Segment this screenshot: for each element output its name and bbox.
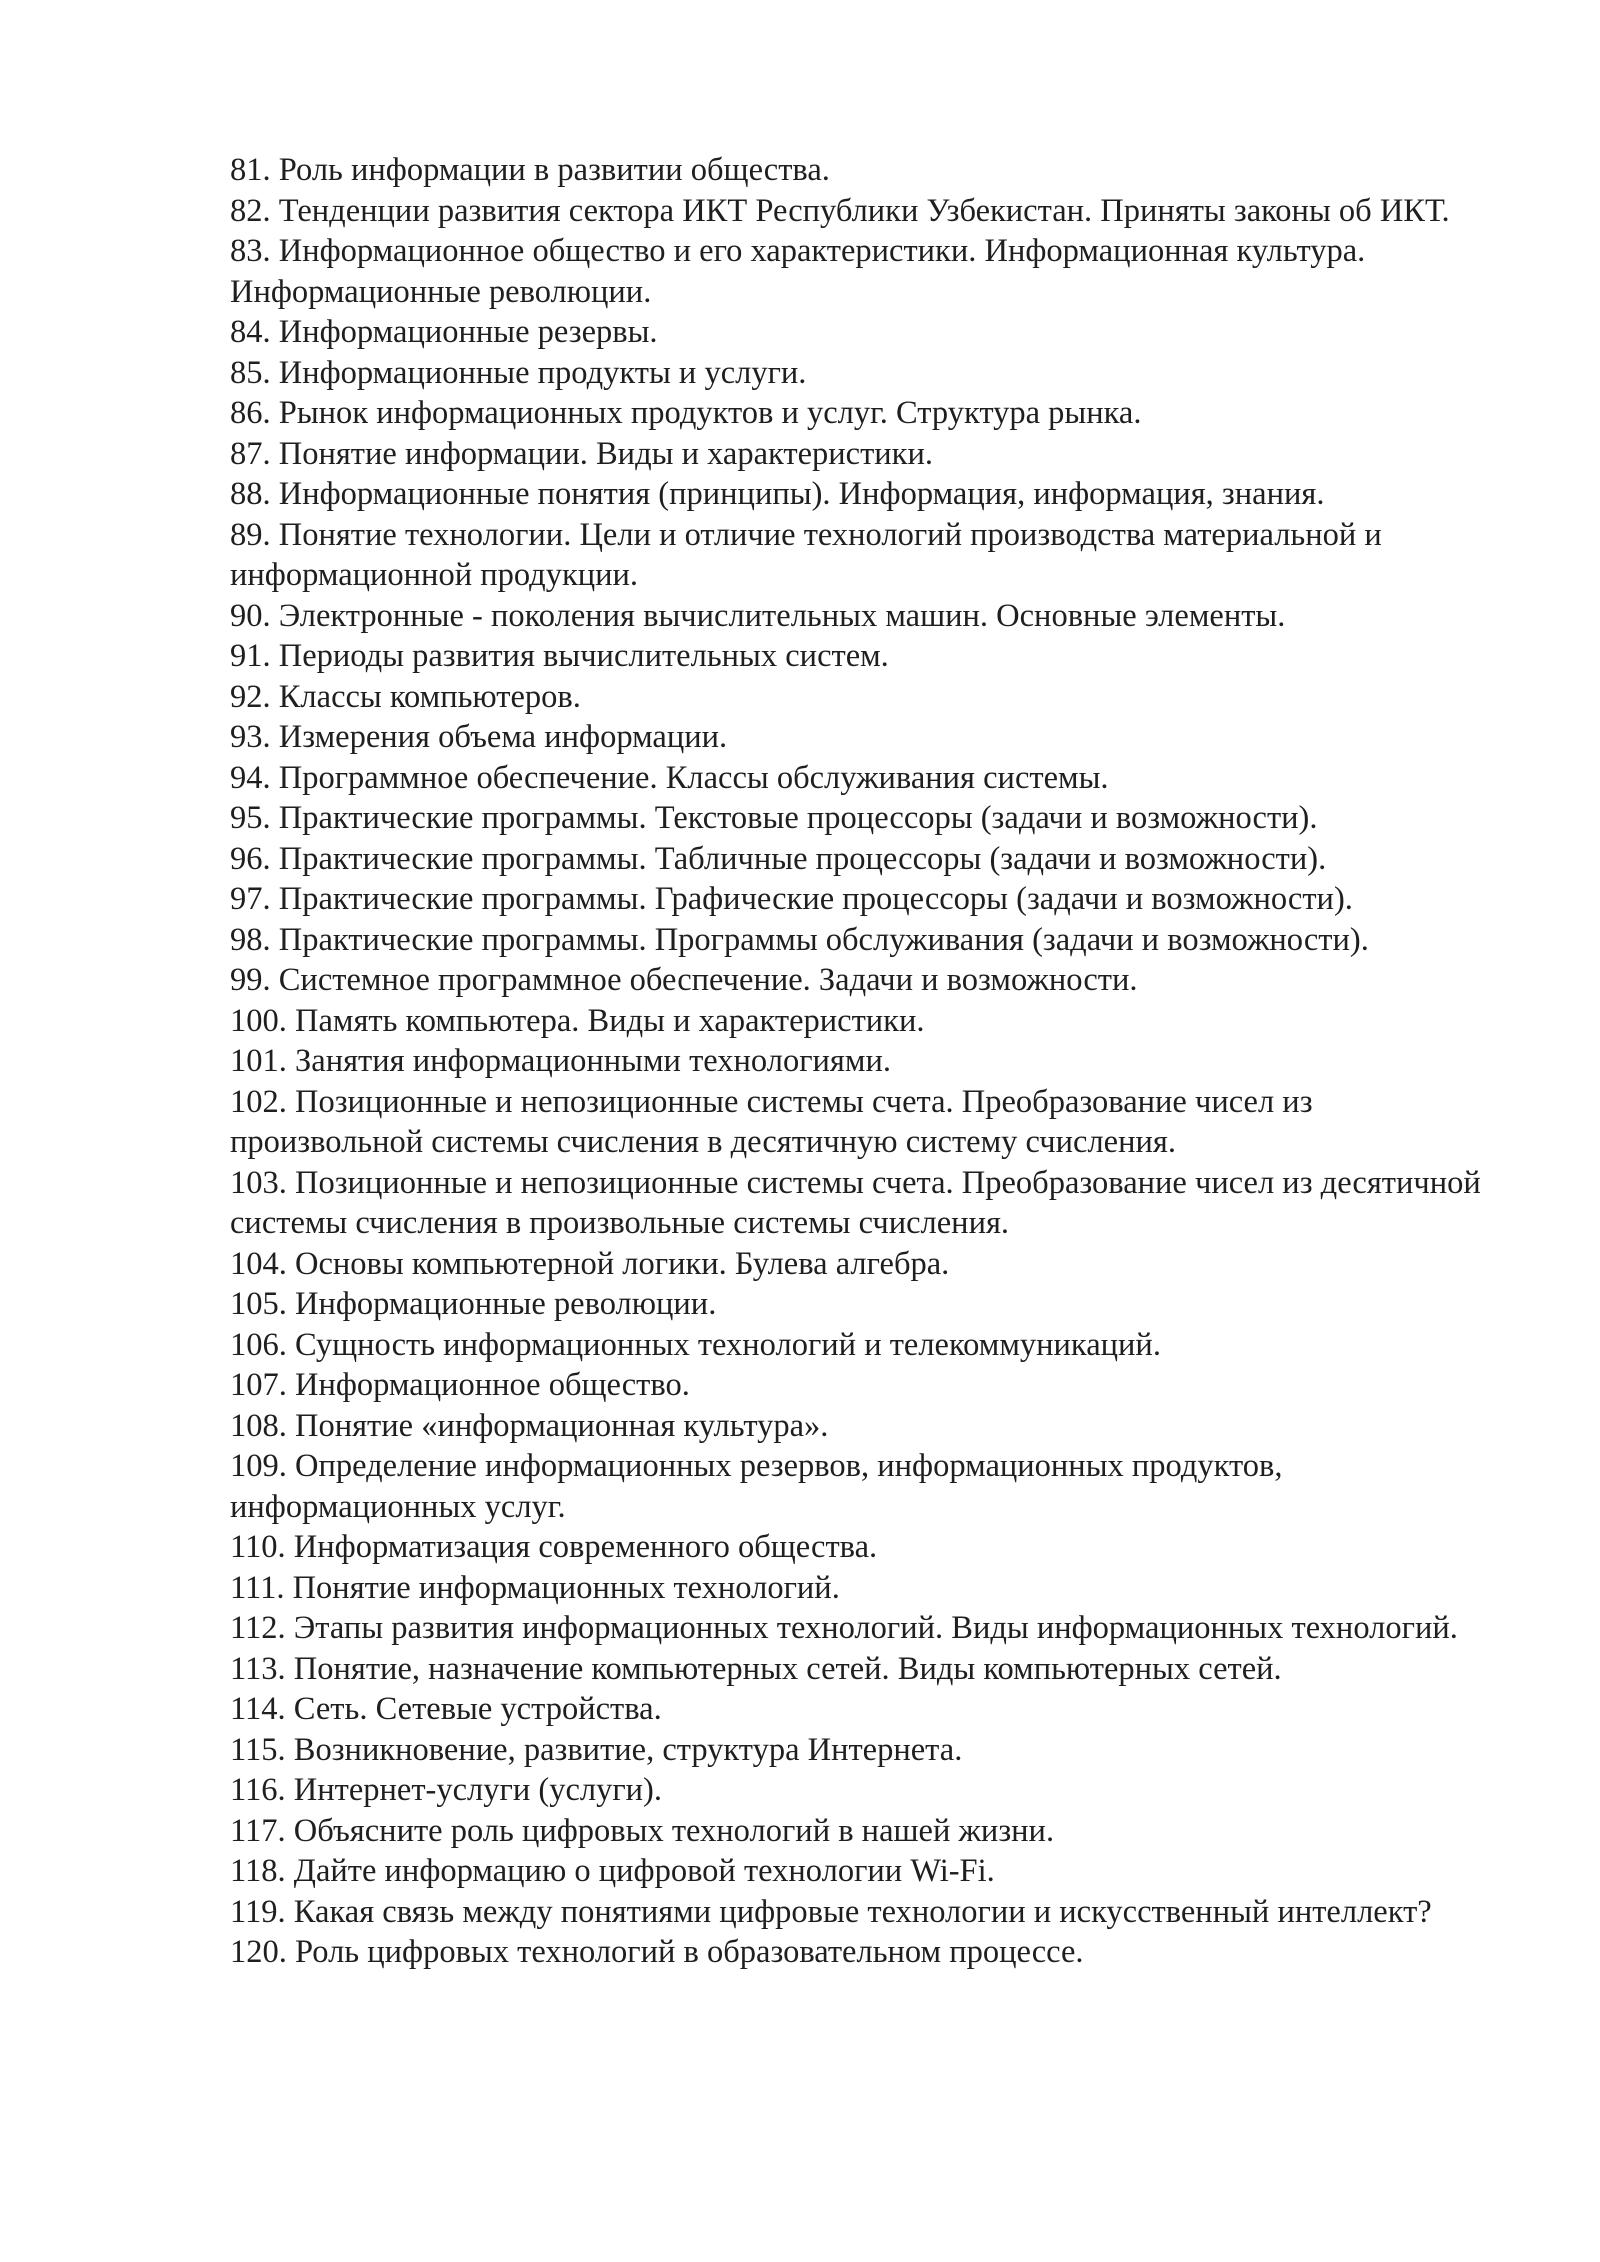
list-item: 113. Понятие, назначение компьютерных сетей. Виды компьютерных сетей.	[230, 1650, 1282, 1687]
list-item: 82. Тенденции развития сектора ИКТ Республики Узбекистан. Приняты законы об ИКТ.	[230, 192, 1450, 229]
list-item: 115. Возникновение, развитие, структура Интернета.	[230, 1731, 963, 1768]
list-item: 108. Понятие «информационная культура».	[230, 1407, 829, 1444]
list-item: 104. Основы компьютерной логики. Булева алгебра.	[230, 1245, 950, 1282]
list-item: 95. Практические программы. Текстовые процессоры (задачи и возможности).	[230, 800, 1318, 836]
list-item: 99. Системное программное обеспечение. Задачи и возможности.	[230, 962, 1138, 998]
list-item: 92. Классы компьютеров.	[230, 678, 581, 715]
list-item: 89. Понятие технологии. Цели и отличие технологий производства материальной и информационной продукции.	[230, 516, 1382, 593]
list-item: 109. Определение информационных резервов, информационных продуктов, информационных услуг.	[230, 1448, 1283, 1525]
list-item: 88. Информационные понятия (принципы). Информация, информация, знания.	[230, 476, 1325, 512]
document-page	[230, 150, 1510, 1973]
list-item: 102. Позиционные и непозиционные системы счета. Преобразование чисел из произвольной системы счисления в десятичную систему счисления.	[230, 1083, 1313, 1160]
list-item: 100. Память компьютера. Виды и характеристики.	[230, 1002, 925, 1039]
list-item: 91. Периоды развития вычислительных систем.	[230, 638, 889, 674]
list-item: 86. Рынок информационных продуктов и услуг. Структура рынка.	[230, 395, 1142, 431]
list-item: 103. Позиционные и непозиционные системы счета. Преобразование чисел из десятичной системы счисления в произвольные системы счисления.	[230, 1164, 1481, 1241]
list-item: 85. Информационные продукты и услуги.	[230, 354, 807, 391]
list-item: 90. Электронные - поколения вычислительных машин. Основные элементы.	[230, 597, 1286, 634]
list-item: 120. Роль цифровых технологий в образовательном процессе.	[230, 1934, 1084, 1970]
list-item: 81. Роль информации в развитии общества.	[230, 152, 830, 188]
list-item: 114. Сеть. Сетевые устройства.	[230, 1691, 662, 1727]
list-item: 107. Информационное общество.	[230, 1367, 690, 1403]
list-item: 94. Программное обеспечение. Классы обслуживания системы.	[230, 759, 1109, 796]
list-item: 87. Понятие информации. Виды и характеристики.	[230, 435, 933, 472]
list-item: 106. Сущность информационных технологий и телекоммуникаций.	[230, 1326, 1161, 1363]
list-item: 117. Объясните роль цифровых технологий в нашей жизни.	[230, 1812, 1055, 1849]
list-item: 119. Какая связь между понятиями цифровые технологии и искусственный интеллект?	[230, 1893, 1432, 1930]
list-item: 93. Измерения объема информации.	[230, 719, 728, 755]
list-item: 97. Практические программы. Графические процессоры (задачи и возможности).	[230, 881, 1353, 917]
list-item: 84. Информационные резервы.	[230, 314, 658, 350]
list-item: 112. Этапы развития информационных технологий. Виды информационных технологий.	[230, 1610, 1458, 1646]
list-item: 116. Интернет-услуги (услуги).	[230, 1772, 663, 1808]
list-item: 83. Информационное общество и его характеристики. Информационная культура. Информационные революции.	[230, 233, 1366, 310]
list-item: 101. Занятия информационными технологиями.	[230, 1043, 891, 1079]
list-item: 96. Практические программы. Табличные процессоры (задачи и возможности).	[230, 840, 1327, 877]
list-item: 118. Дайте информацию о цифровой технологии Wi-Fi.	[230, 1853, 995, 1889]
list-item: 98. Практические программы. Программы обслуживания (задачи и возможности).	[230, 921, 1369, 958]
list-item: 105. Информационные революции.	[230, 1286, 717, 1322]
list-item: 110. Информатизация современного общества.	[230, 1529, 878, 1565]
list-item: 111. Понятие информационных технологий.	[230, 1569, 840, 1606]
